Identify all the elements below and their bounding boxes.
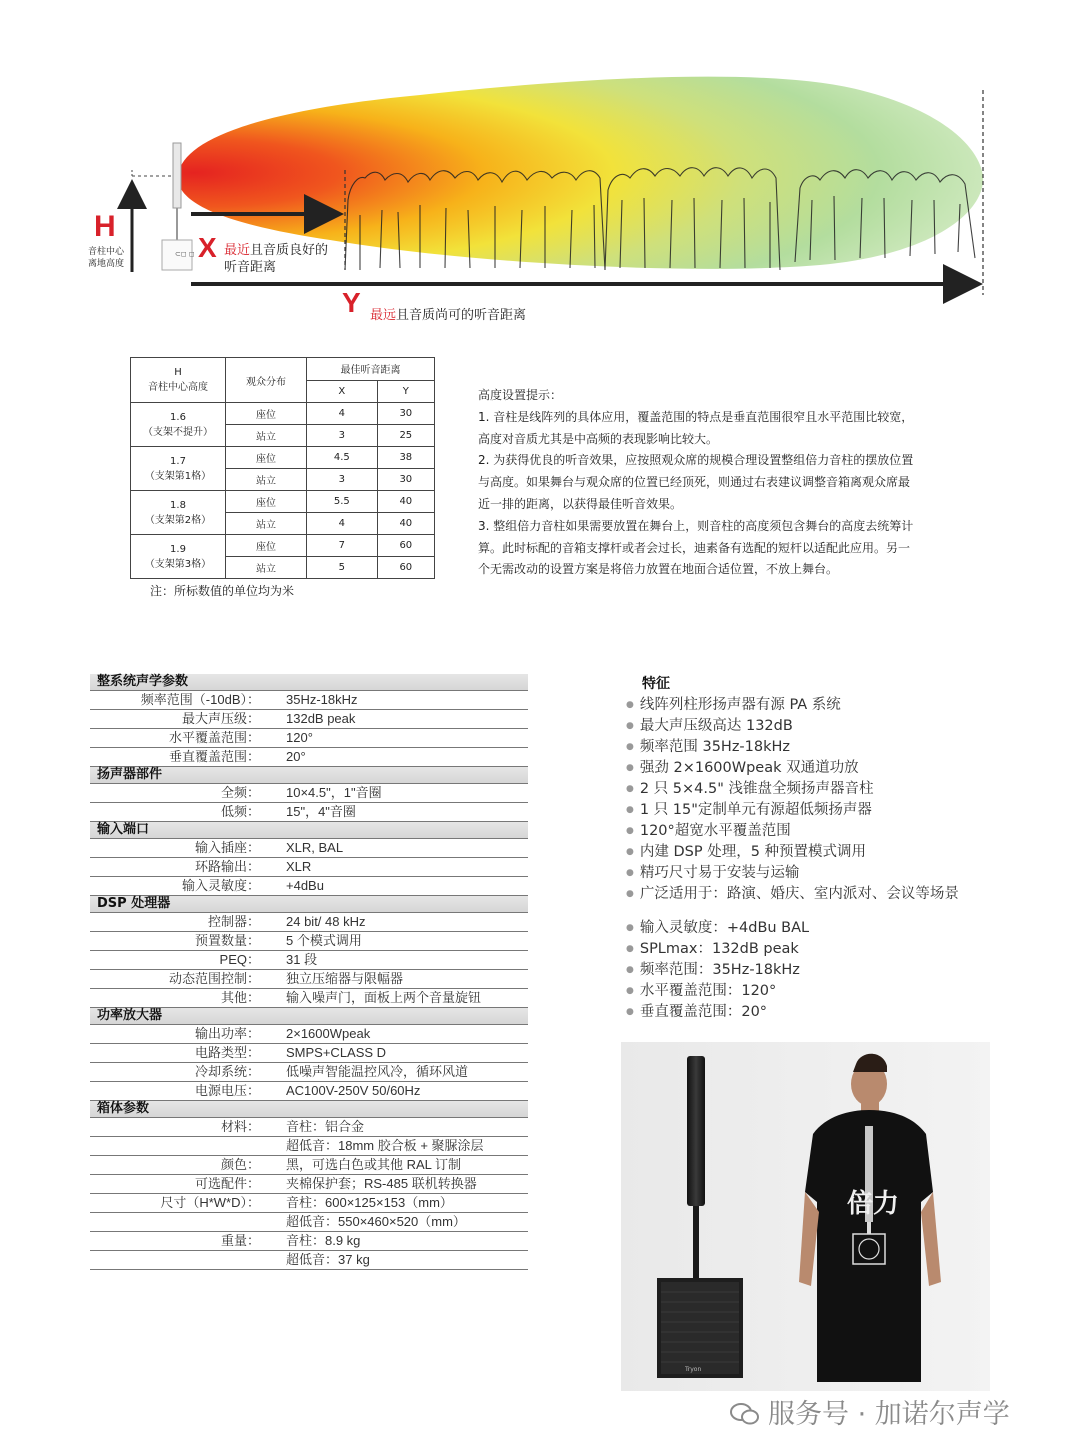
h-caption-line1: 音柱中心 xyxy=(88,247,125,257)
spec-value: 20° xyxy=(286,749,306,764)
tips-line: 2. 为获得优良的听音效果，应按照观众席的规模合理设置整组倍力音柱的摆放位置 xyxy=(478,453,914,468)
spec-row xyxy=(90,970,528,989)
y-cell: 60 xyxy=(377,557,434,579)
height-note: （支架不提升） xyxy=(143,426,213,438)
table-row xyxy=(131,535,435,557)
spec-key xyxy=(90,1137,260,1155)
spec-value: 5 个模式调用 xyxy=(286,933,362,948)
feature-item: ● 水平覆盖范围：120° xyxy=(626,981,1046,1002)
spec-key: 重量： xyxy=(220,1233,260,1248)
spec-row xyxy=(90,729,528,748)
y-caption xyxy=(370,304,526,323)
header-h-letter: H xyxy=(174,367,182,378)
spec-value: XLR, BAL xyxy=(286,840,344,855)
height-cell xyxy=(131,535,226,579)
spec-key: 控制器： xyxy=(207,914,260,929)
audience-cell: 站立 xyxy=(226,425,307,447)
spec-value: 10×4.5"，1"音圈 xyxy=(286,785,382,800)
feature-item: ● 广泛适用于：路演、婚庆、室内派对、会议等场景 xyxy=(626,884,1046,905)
spec-key: 电源电压： xyxy=(194,1083,260,1098)
wechat-icon xyxy=(730,1402,760,1426)
y-highlight: 最远 xyxy=(370,308,397,323)
header-x: X xyxy=(307,380,378,403)
spec-row xyxy=(90,858,528,877)
audience-cell: 座位 xyxy=(226,403,307,425)
features-list xyxy=(626,695,1046,905)
spec-key: 频率范围（-10dB）： xyxy=(140,692,260,707)
spec-value: 夹棉保护套；RS-485 联机转换器 xyxy=(286,1176,477,1191)
y-cell: 30 xyxy=(377,403,434,425)
tips-lines xyxy=(478,407,968,581)
audience-cell: 座位 xyxy=(226,447,307,469)
spec-section-title: 整系统声学参数 xyxy=(90,674,528,691)
height-value: 1.9 xyxy=(170,543,186,555)
spec-value: 超低音：550×460×520（mm） xyxy=(286,1214,466,1229)
spec-key: 电路类型： xyxy=(194,1045,260,1060)
x-cell: 4 xyxy=(307,403,378,425)
spec-row xyxy=(90,913,528,932)
spec-row xyxy=(90,1175,528,1194)
spec-value: 音柱：600×125×153（mm） xyxy=(286,1195,453,1210)
height-cell xyxy=(131,447,226,491)
x-cell: 3 xyxy=(307,469,378,491)
spec-row xyxy=(90,1137,528,1156)
spec-key: 垂直覆盖范围： xyxy=(168,749,260,764)
spec-row xyxy=(90,951,528,970)
spec-value: 音柱：铝合金 xyxy=(286,1119,365,1134)
height-table-body xyxy=(131,403,435,579)
spec-key: 水平覆盖范围： xyxy=(168,730,260,745)
spec-key: 材料： xyxy=(220,1119,260,1134)
x-cell: 3 xyxy=(307,425,378,447)
x-caption xyxy=(224,242,328,276)
feature-item: ● 强劲 2×1600Wpeak 双通道功放 xyxy=(626,758,1046,779)
features-title: 特征 xyxy=(642,676,670,692)
spec-row xyxy=(90,1232,528,1251)
x-cell: 5.5 xyxy=(307,491,378,513)
height-value: 1.7 xyxy=(170,455,186,467)
audience-cell: 座位 xyxy=(226,491,307,513)
x-cell: 7 xyxy=(307,535,378,557)
spec-row xyxy=(90,1251,528,1270)
spec-row xyxy=(90,989,528,1008)
header-y: Y xyxy=(377,380,434,403)
spec-row xyxy=(90,691,528,710)
y-cell: 40 xyxy=(377,491,434,513)
table-row xyxy=(131,491,435,513)
product-photo xyxy=(621,1042,990,1391)
spec-value: 132dB peak xyxy=(286,711,356,726)
spec-value: +4dBu xyxy=(286,878,324,893)
spec-key: 颜色： xyxy=(220,1157,260,1172)
height-value: 1.6 xyxy=(170,411,186,423)
height-cell xyxy=(131,491,226,535)
spec-key: 最大声压级： xyxy=(181,711,260,726)
spec-value: XLR xyxy=(286,859,312,874)
table-note: 注：所标数值的单位均为米 xyxy=(150,584,295,598)
feature-item: ● 内建 DSP 处理，5 种预置模式调用 xyxy=(626,842,1046,863)
spec-section-title: 功率放大器 xyxy=(90,1008,528,1025)
audience-cell: 站立 xyxy=(226,469,307,491)
tips-line: 与高度。如果舞台与观众席的位置已经顶死，则通过右表建议调整音箱离观众席最 xyxy=(478,475,911,490)
tips-line: 算。此时标配的音箱支撑杆或者会过长，迪素备有选配的短杆以适配此应用。另一 xyxy=(478,540,911,555)
x-caption-line2: 听音距离 xyxy=(224,260,277,275)
spec-value: SMPS+CLASS D xyxy=(286,1045,387,1060)
spec-value: 15"，4"音圈 xyxy=(286,804,356,819)
feature-item: ● 120°超宽水平覆盖范围 xyxy=(626,821,1046,842)
height-note: （支架第2格） xyxy=(144,514,212,526)
spec-row xyxy=(90,748,528,767)
column-speaker xyxy=(173,143,181,208)
tips-title: 高度设置提示： xyxy=(478,388,563,402)
y-cell: 38 xyxy=(377,447,434,469)
spec-key: 动态范围控制： xyxy=(168,971,260,986)
spec-key: 其他： xyxy=(220,990,260,1005)
spec-row xyxy=(90,877,528,896)
spec-key: 可选配件： xyxy=(194,1176,260,1191)
spec-section-title: 扬声器部件 xyxy=(90,767,528,784)
spec-value: 输入噪声门，面板上两个音量旋钮 xyxy=(286,990,482,1005)
feature-item: ● 1 只 15"定制单元有源超低频扬声器 xyxy=(626,800,1046,821)
spec-value: 独立压缩器与限幅器 xyxy=(286,971,404,986)
table-row xyxy=(131,447,435,469)
feature-item: ● 2 只 5×4.5" 浅锥盘全频扬声器音柱 xyxy=(626,779,1046,800)
x-cell: 5 xyxy=(307,557,378,579)
features xyxy=(626,673,1046,1023)
spec-row xyxy=(90,1063,528,1082)
x-letter: X xyxy=(198,232,217,263)
x-cell: 4.5 xyxy=(307,447,378,469)
header-best: 最佳听音距离 xyxy=(307,358,435,381)
spec-row xyxy=(90,932,528,951)
sub-brand: Tryon xyxy=(685,1366,702,1373)
spec-key: 输入灵敏度： xyxy=(181,878,260,893)
height-note: （支架第1格） xyxy=(144,470,212,482)
spec-key: 输出功率： xyxy=(194,1026,260,1041)
spec-row xyxy=(90,1025,528,1044)
x-caption-rest: 且音质良好的 xyxy=(250,243,329,258)
coverage-ellipse xyxy=(178,77,983,269)
feature-item: ● 频率范围：35Hz-18kHz xyxy=(626,960,1046,981)
watermark-text: 服务号 · 加诺尔声学 xyxy=(768,1399,1010,1430)
y-cell: 30 xyxy=(377,469,434,491)
audience-cell: 站立 xyxy=(226,513,307,535)
spec-key: 输入插座： xyxy=(194,840,260,855)
tips-line: 近一排的距离，以获得最佳听音效果。 xyxy=(478,496,683,511)
height-table xyxy=(130,357,435,579)
spec-row xyxy=(90,1082,528,1101)
spec-value: AC100V-250V 50/60Hz xyxy=(286,1083,421,1098)
spec-key: PEQ： xyxy=(219,952,260,967)
h-letter: H xyxy=(94,210,116,243)
tips-line: 3. 整组倍力音柱如果需要放置在舞台上，则音柱的高度须包含舞台的高度去统筹计 xyxy=(478,518,914,533)
spec-row xyxy=(90,1118,528,1137)
spec-key: 冷却系统： xyxy=(194,1064,260,1079)
spec-key: 低频： xyxy=(220,804,260,819)
device-label: ⊂◻ ◻ xyxy=(175,250,195,258)
height-note: （支架第3格） xyxy=(144,558,212,570)
tips-line: 个无需改动的设置方案是将倍力放置在地面合适位置，不放上舞台。 xyxy=(478,562,839,577)
spec-value: 音柱：8.9 kg xyxy=(286,1233,361,1248)
header-audience: 观众分布 xyxy=(226,358,307,403)
spec-key: 环路输出： xyxy=(194,859,260,874)
spec-row xyxy=(90,1156,528,1175)
spec-key: 全频： xyxy=(220,785,260,800)
y-caption-rest: 且音质尚可的听音距离 xyxy=(396,308,527,323)
feature-item: ● 垂直覆盖范围：20° xyxy=(626,1002,1046,1023)
height-value: 1.8 xyxy=(170,499,186,511)
spec-section-title: DSP 处理器 xyxy=(90,896,528,913)
spec-section-title: 箱体参数 xyxy=(90,1101,528,1118)
feature-item: ● 线阵列柱形扬声器有源 PA 系统 xyxy=(626,695,1046,716)
spec-value: 35Hz-18kHz xyxy=(286,692,358,707)
feature-item: ● 频率范围 35Hz-18kHz xyxy=(626,737,1046,758)
spec-key: 预置数量： xyxy=(194,933,260,948)
header-h xyxy=(131,358,226,403)
spec-row xyxy=(90,784,528,803)
spec-row xyxy=(90,710,528,729)
spec-value: 低噪声智能温控风冷，循环风道 xyxy=(286,1064,469,1079)
y-letter: Y xyxy=(342,287,361,318)
feature-item: ● 输入灵敏度：+4dBu BAL xyxy=(626,918,1046,939)
feature-item: ● SPLmax：132dB peak xyxy=(626,939,1046,960)
shirt-text: 倍力 xyxy=(847,1189,900,1219)
spec-key xyxy=(90,1213,260,1231)
y-cell: 40 xyxy=(377,513,434,535)
table-row xyxy=(131,403,435,425)
spec-row xyxy=(90,839,528,858)
feature-item: ● 最大声压级高达 132dB xyxy=(626,716,1046,737)
y-cell: 25 xyxy=(377,425,434,447)
spec-value: 超低音：18mm 胶合板 + 聚脲涂层 xyxy=(286,1138,484,1153)
coverage-graphic xyxy=(0,0,1080,330)
height-cell xyxy=(131,403,226,447)
spec-key: 尺寸（H*W*D）： xyxy=(160,1195,260,1210)
tips-line: 高度对音质尤其是中高频的表现影响比较大。 xyxy=(478,431,719,446)
spec-key xyxy=(90,1251,260,1269)
y-cell: 60 xyxy=(377,535,434,557)
spec-value: 31 段 xyxy=(286,952,318,967)
header-h-text: 音柱中心高度 xyxy=(148,382,208,393)
spec-value: 24 bit/ 48 kHz xyxy=(286,914,366,929)
spec-value: 超低音：37 kg xyxy=(286,1252,370,1267)
spec-value: 2×1600Wpeak xyxy=(286,1026,371,1041)
spec-row xyxy=(90,1044,528,1063)
coverage-diagram xyxy=(0,0,1080,330)
product-illustration xyxy=(621,1042,990,1391)
spec-value: 黑，可选白色或其他 RAL 订制 xyxy=(286,1157,462,1172)
spec-table xyxy=(90,674,528,1270)
spec-row xyxy=(90,1213,528,1232)
spec-value: 120° xyxy=(286,730,313,745)
spec-row xyxy=(90,803,528,822)
height-tips xyxy=(478,385,968,581)
audience-cell: 站立 xyxy=(226,557,307,579)
spec-section-title: 输入端口 xyxy=(90,822,528,839)
spec-row xyxy=(90,1194,528,1213)
features-list-2 xyxy=(626,918,1046,1023)
h-caption xyxy=(88,246,124,270)
x-highlight: 最近 xyxy=(224,243,251,258)
h-caption-line2: 离地高度 xyxy=(88,259,125,269)
feature-item: ● 精巧尺寸易于安装与运输 xyxy=(626,863,1046,884)
tips-line: 1. 音柱是线阵列的具体应用，覆盖范围的特点是垂直范围很窄且水平范围比较宽， xyxy=(478,409,914,424)
watermark xyxy=(730,1392,1010,1431)
audience-cell: 座位 xyxy=(226,535,307,557)
x-cell: 4 xyxy=(307,513,378,535)
